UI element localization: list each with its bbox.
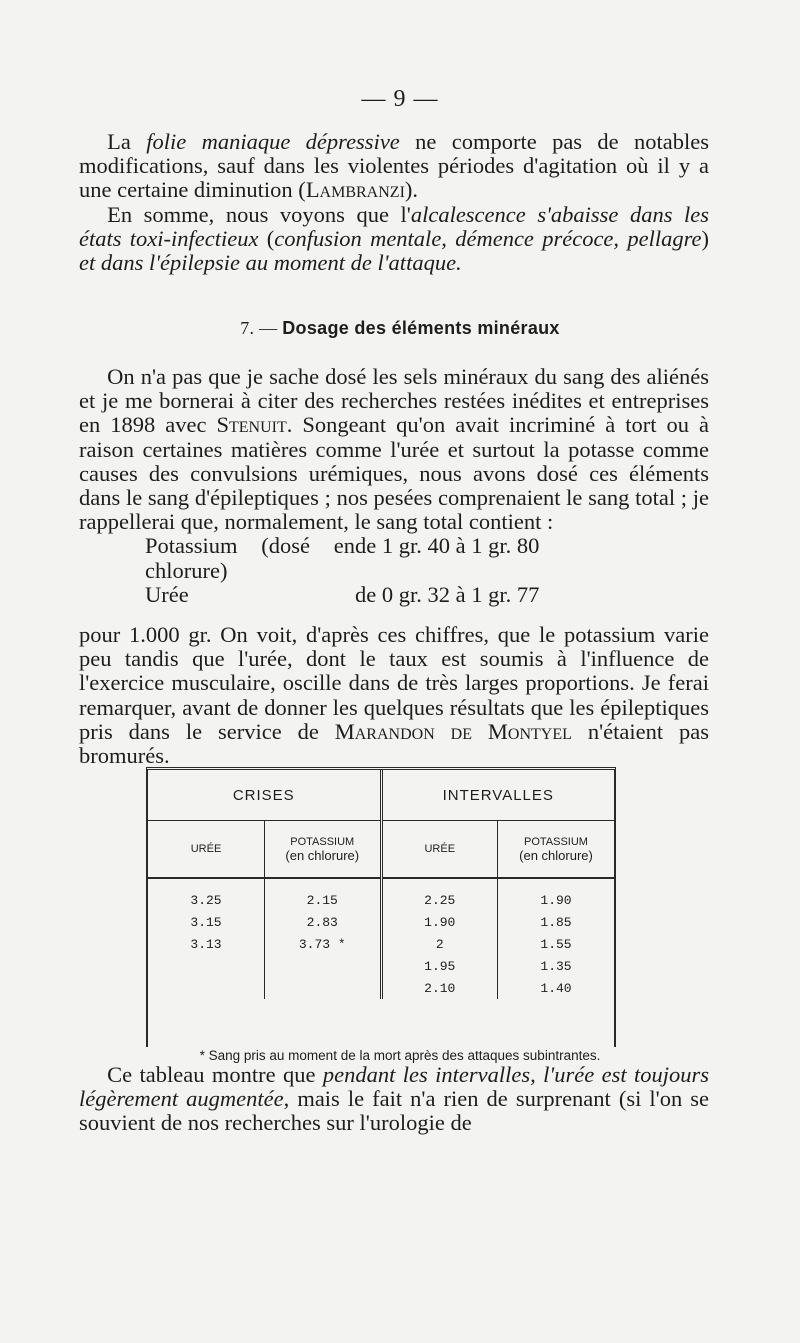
normal-value-row: Potassium (dosé en chlorure) de 1 gr. 40 à 1 gr. 80 [145,533,540,583]
table-row: 3.25 2.15 2.25 1.90 [148,878,614,911]
col-header-potassium: POTASSIUM (en chlorure) [265,821,382,879]
table-row: 1.95 1.35 [148,955,614,977]
table-footnote: * Sang pris au moment de la mort après des attaques subintrantes. [199,1048,601,1063]
paragraph-folie-maniaque: La folie maniaque dépressive ne comporte pas de notables modifications, sauf dans les violentes périodes d'agitation où il y a une certaine diminution (Lambranzi). En somme, nous voyons que l'alcalescence s'abaisse dans les états toxi-infectieux (confusion mentale, démence précoce, pellagre) et dans l'épilepsie au moment de l'attaque. [79,129,709,276]
group-header-intervalles: INTERVALLES [381,770,614,821]
results-table [146,767,616,1047]
col-header-uree: URÉE [148,821,265,879]
paragraph-dosage: On n'a pas que je sache dosé les sels minéraux du sang des aliénés et je me bornerai à citer des recherches restées inédites et entreprises en 1898 avec Stenuit. Songeant qu'on avait incriminé à tort ou à raison certaines matières comme l'urée et surtout la potasse comme causes des convulsions urémiques, nous avons dosé ces éléments dans le sang d'épileptiques ; nos pesées comprenaient le sang total ; je rappellerai que, normalement, le sang total contient : Potassium (dosé en chlorure) de 1 gr. 40 à 1 gr. 80 Urée de 0 gr. 32 à 1 gr. 77 [79,364,709,607]
table-row: 3.15 2.83 1.90 1.85 [148,911,614,933]
page-number: — 9 — [361,86,439,112]
table-row: 2.10 1.40 [148,977,614,999]
paragraph-conclusion: Ce tableau montre que pendant les intervalles, l'urée est toujours légèrement augmentée, mais le fait n'a rien de surprenant (si l'on se souvient de nos recherches sur l'urologie de [79,1062,709,1136]
normal-values-list [79,534,709,607]
paragraph-remarks: pour 1.000 gr. On voit, d'après ces chiffres, que le potassium varie peu tandis que l'urée, dont le taux est soumis à l'influence de l'exercice musculaire, oscille dans de très larges proportions. Je ferai remarquer, avant de donner les quelques résultats que les épileptiques pris dans le service de Marandon de Montyel n'étaient pas bromurés. [79,622,709,769]
table-row: 3.13 3.73 * 2 1.55 [148,933,614,955]
section-heading: 7. — Dosage des éléments minéraux [240,318,560,338]
col-header-uree: URÉE [381,821,498,879]
col-header-potassium: POTASSIUM (en chlorure) [498,821,615,879]
normal-value-row: Urée de 0 gr. 32 à 1 gr. 77 [145,581,540,607]
group-header-crises: CRISES [232,786,295,804]
